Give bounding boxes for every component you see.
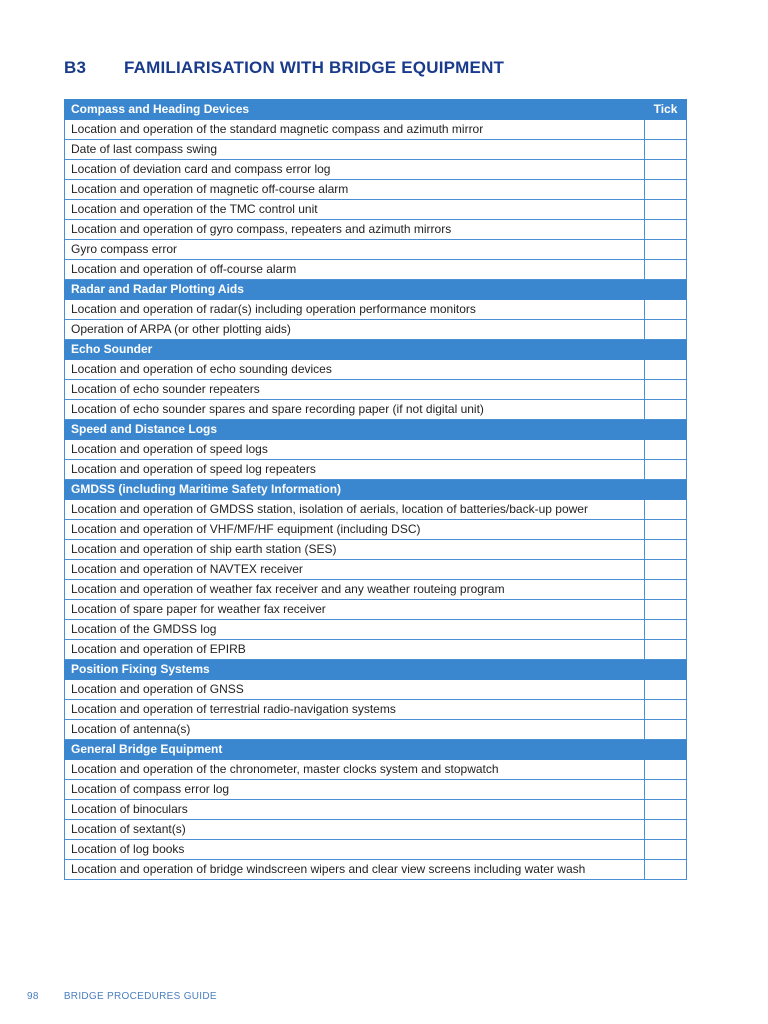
checklist-row [65, 600, 687, 620]
section-header-row [65, 280, 687, 300]
tick-box[interactable] [645, 380, 687, 400]
checklist-row [65, 400, 687, 420]
checklist-row [65, 180, 687, 200]
checklist-row [65, 760, 687, 780]
checklist-item-text: Location and operation of EPIRB [65, 640, 645, 660]
tick-box[interactable] [645, 180, 687, 200]
checklist-row [65, 640, 687, 660]
checklist-row [65, 380, 687, 400]
tick-box[interactable] [645, 800, 687, 820]
tick-box[interactable] [645, 460, 687, 480]
checklist-row [65, 160, 687, 180]
tick-box[interactable] [645, 540, 687, 560]
checklist-item-text: Location and operation of GNSS [65, 680, 645, 700]
tick-box[interactable] [645, 200, 687, 220]
checklist-item-text: Location and operation of the standard magnetic compass and azimuth mirror [65, 120, 645, 140]
checklist-item-text: Location and operation of GMDSS station, isolation of aerials, location of batteries/back-up power [65, 500, 645, 520]
tick-box[interactable] [645, 300, 687, 320]
tick-box[interactable] [645, 680, 687, 700]
checklist-row [65, 860, 687, 880]
checklist-row [65, 520, 687, 540]
publication-title: BRIDGE PROCEDURES GUIDE [63, 991, 217, 1002]
tick-box[interactable] [645, 360, 687, 380]
tick-box[interactable] [645, 140, 687, 160]
checklist-body [65, 100, 687, 880]
checklist-row [65, 440, 687, 460]
checklist-item-text: Location and operation of off-course alarm [65, 260, 645, 280]
section-title-cell: Compass and Heading Devices [65, 100, 645, 120]
tick-box[interactable] [645, 220, 687, 240]
checklist-row [65, 120, 687, 140]
checklist-row [65, 820, 687, 840]
section-title: FAMILIARISATION WITH BRIDGE EQUIPMENT [124, 58, 505, 77]
checklist-row [65, 720, 687, 740]
checklist-item-text: Location and operation of NAVTEX receiver [65, 560, 645, 580]
checklist-item-text: Location and operation of echo sounding devices [65, 360, 645, 380]
tick-box[interactable] [645, 780, 687, 800]
tick-box[interactable] [645, 560, 687, 580]
tick-box[interactable] [645, 440, 687, 460]
section-header-row [65, 740, 687, 760]
tick-column-header [645, 740, 687, 760]
section-header-row [65, 100, 687, 120]
checklist-item-text: Location and operation of speed logs [65, 440, 645, 460]
checklist-item-text: Location of deviation card and compass error log [65, 160, 645, 180]
checklist-item-text: Location of the GMDSS log [65, 620, 645, 640]
checklist-row [65, 500, 687, 520]
section-title-cell: General Bridge Equipment [65, 740, 645, 760]
checklist-row [65, 540, 687, 560]
checklist-item-text: Location of binoculars [65, 800, 645, 820]
checklist-item-text: Location and operation of magnetic off-course alarm [65, 180, 645, 200]
tick-column-header [645, 660, 687, 680]
checklist-row [65, 700, 687, 720]
section-header-row [65, 340, 687, 360]
checklist-row [65, 200, 687, 220]
checklist-item-text: Location of spare paper for weather fax receiver [65, 600, 645, 620]
equipment-checklist-table [64, 99, 687, 880]
tick-column-header: Tick [645, 100, 687, 120]
tick-box[interactable] [645, 640, 687, 660]
section-title-cell: Speed and Distance Logs [65, 420, 645, 440]
tick-column-header [645, 420, 687, 440]
checklist-row [65, 780, 687, 800]
checklist-item-text: Location of log books [65, 840, 645, 860]
tick-box[interactable] [645, 260, 687, 280]
checklist-row [65, 360, 687, 380]
checklist-item-text: Operation of ARPA (or other plotting aids) [65, 320, 645, 340]
checklist-row [65, 140, 687, 160]
checklist-item-text: Location of sextant(s) [65, 820, 645, 840]
checklist-item-text: Location of echo sounder spares and spare recording paper (if not digital unit) [65, 400, 645, 420]
tick-box[interactable] [645, 860, 687, 880]
tick-box[interactable] [645, 840, 687, 860]
page-number: 98 [27, 991, 39, 1002]
checklist-item-text: Location and operation of the TMC control unit [65, 200, 645, 220]
section-header-row [65, 480, 687, 500]
section-title-cell: Echo Sounder [65, 340, 645, 360]
tick-box[interactable] [645, 620, 687, 640]
tick-box[interactable] [645, 820, 687, 840]
checklist-row [65, 800, 687, 820]
tick-box[interactable] [645, 240, 687, 260]
checklist-row [65, 320, 687, 340]
tick-column-header [645, 280, 687, 300]
checklist-row [65, 300, 687, 320]
checklist-row [65, 460, 687, 480]
checklist-item-text: Location of antenna(s) [65, 720, 645, 740]
tick-column-header [645, 340, 687, 360]
tick-box[interactable] [645, 320, 687, 340]
section-number: B3 [64, 58, 87, 77]
tick-box[interactable] [645, 760, 687, 780]
section-title-cell: Position Fixing Systems [65, 660, 645, 680]
tick-box[interactable] [645, 400, 687, 420]
section-header-row [65, 660, 687, 680]
section-header-row [65, 420, 687, 440]
tick-box[interactable] [645, 720, 687, 740]
checklist-row [65, 220, 687, 240]
page-heading [64, 56, 504, 80]
page-footer [27, 991, 217, 1002]
checklist-item-text: Location of echo sounder repeaters [65, 380, 645, 400]
tick-box[interactable] [645, 120, 687, 140]
checklist-item-text: Location and operation of bridge windscreen wipers and clear view screens including water wash [65, 860, 645, 880]
tick-box[interactable] [645, 580, 687, 600]
checklist-item-text: Location and operation of ship earth station (SES) [65, 540, 645, 560]
checklist-item-text: Location and operation of VHF/MF/HF equipment (including DSC) [65, 520, 645, 540]
checklist-row [65, 240, 687, 260]
checklist-row [65, 620, 687, 640]
tick-box[interactable] [645, 520, 687, 540]
checklist-item-text: Location and operation of weather fax receiver and any weather routeing program [65, 580, 645, 600]
checklist-item-text: Date of last compass swing [65, 140, 645, 160]
checklist-item-text: Location and operation of gyro compass, repeaters and azimuth mirrors [65, 220, 645, 240]
tick-box[interactable] [645, 700, 687, 720]
checklist-row [65, 560, 687, 580]
section-title-cell: GMDSS (including Maritime Safety Information) [65, 480, 645, 500]
checklist-row [65, 580, 687, 600]
checklist-item-text: Gyro compass error [65, 240, 645, 260]
checklist-item-text: Location and operation of radar(s) including operation performance monitors [65, 300, 645, 320]
checklist-row [65, 260, 687, 280]
checklist-row [65, 680, 687, 700]
checklist-row [65, 840, 687, 860]
checklist-item-text: Location of compass error log [65, 780, 645, 800]
tick-box[interactable] [645, 500, 687, 520]
tick-box[interactable] [645, 160, 687, 180]
tick-box[interactable] [645, 600, 687, 620]
tick-column-header [645, 480, 687, 500]
checklist-item-text: Location and operation of terrestrial radio-navigation systems [65, 700, 645, 720]
section-title-cell: Radar and Radar Plotting Aids [65, 280, 645, 300]
checklist-item-text: Location and operation of speed log repeaters [65, 460, 645, 480]
checklist-item-text: Location and operation of the chronometer, master clocks system and stopwatch [65, 760, 645, 780]
